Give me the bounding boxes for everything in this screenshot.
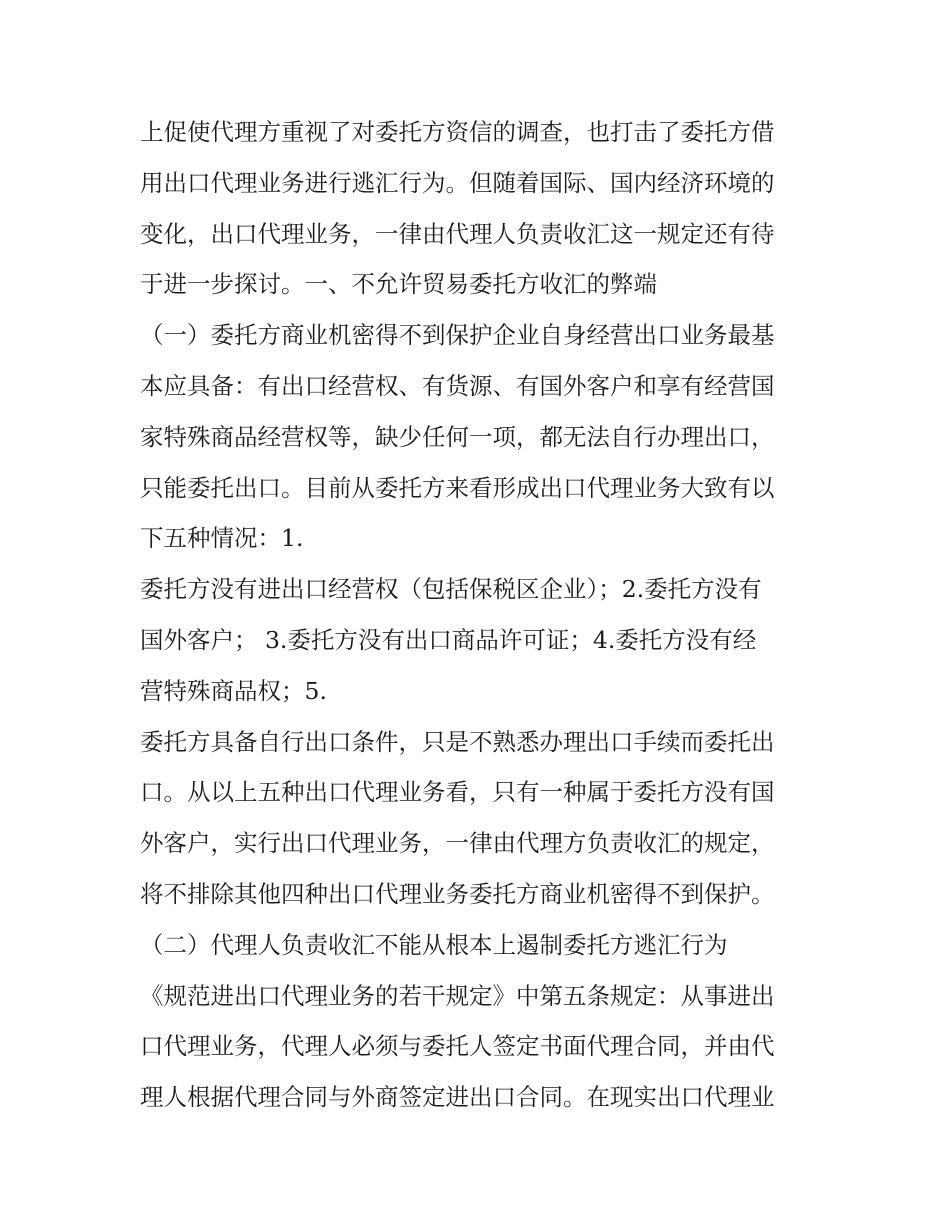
document-body	[140, 107, 820, 1123]
text-line: （二）代理人负责收汇不能从根本上遏制委托方逃汇行为	[140, 930, 728, 959]
text-line: 《规范进出口代理业务的若干规定》中第五条规定：从事进出	[140, 981, 775, 1010]
text-line: 本应具备：有出口经营权、有货源、有国外客户和享有经营国	[140, 371, 775, 400]
text-line: 于进一步探讨。一、不允许贸易委托方收汇的弊端	[140, 270, 657, 299]
text-line: 口代理业务，代理人必须与委托人签定书面代理合同，并由代	[140, 1032, 775, 1061]
text-line: 将不排除其他四种出口代理业务委托方商业机密得不到保护。	[140, 879, 775, 908]
text-line: 用出口代理业务进行逃汇行为。但随着国际、国内经济环境的	[140, 168, 775, 197]
text-line: 理人根据代理合同与外商签定进出口合同。在现实出口代理业	[140, 1083, 775, 1112]
text-line: 变化，出口代理业务，一律由代理人负责收汇这一规定还有待	[140, 219, 775, 248]
text-line: 营特殊商品权；5.	[140, 676, 327, 705]
text-line: 口。从以上五种出口代理业务看，只有一种属于委托方没有国	[140, 778, 775, 807]
text-line: 外客户，实行出口代理业务，一律由代理方负责收汇的规定，	[140, 829, 775, 858]
text-line: 委托方没有进出口经营权（包括保税区企业）；2.委托方没有	[140, 575, 762, 604]
text-line: 下五种情况：1.	[140, 524, 304, 553]
text-line: 上促使代理方重视了对委托方资信的调查，也打击了委托方借	[140, 118, 775, 146]
text-line: 委托方具备自行出口条件，只是不熟悉办理出口手续而委托出	[140, 727, 775, 756]
text-line: （一）委托方商业机密得不到保护企业自身经营出口业务最基	[140, 321, 775, 350]
text-line: 家特殊商品经营权等，缺少任何一项，都无法自行办理出口，	[140, 422, 775, 451]
text-line: 国外客户； 3.委托方没有出口商品许可证；4.委托方没有经	[140, 625, 757, 654]
text-line: 只能委托出口。目前从委托方来看形成出口代理业务大致有以	[140, 473, 775, 502]
